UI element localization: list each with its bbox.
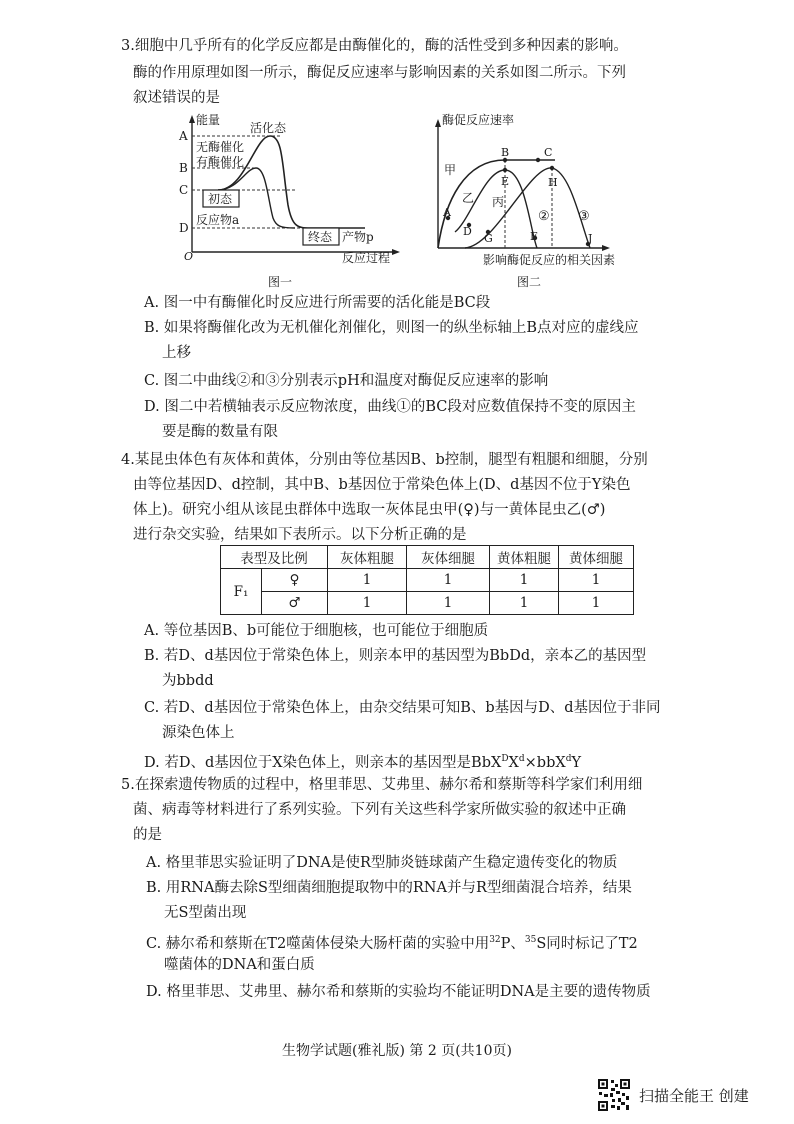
- q5-line3: 的是: [133, 827, 162, 843]
- q4-option-d-text: X: [508, 754, 519, 771]
- fig2-point-c: C: [544, 146, 553, 159]
- table-cell: 1: [490, 592, 559, 615]
- q5-option-b-line1: B. 用RNA酶去除S型细菌细胞提取物中的RNA并与R型细菌混合培养，结果: [146, 880, 632, 896]
- fig2-curve-yi: 乙: [462, 191, 475, 205]
- q4-option-b-line2: 为bbdd: [162, 673, 214, 689]
- fig2-point-f: F: [530, 230, 538, 243]
- q4-option-a: A. 等位基因B、b可能位于细胞核，也可能位于细胞质: [144, 623, 489, 639]
- q3-option-a: A. 图一中有酶催化时反应进行所需要的活化能是BC段: [144, 295, 491, 311]
- watermark-text: 扫描全能王 创建: [639, 1086, 749, 1105]
- qr-code-icon: [597, 1078, 631, 1112]
- q3-line2: 酶的作用原理如图一所示，酶促反应速率与影响因素的关系如图二所示。下列: [133, 65, 626, 81]
- figure-2-rate-diagram: [425, 110, 645, 295]
- fig1-ylabel: 能量: [196, 113, 221, 127]
- table-row: [221, 569, 634, 592]
- table-cell: 1: [407, 592, 490, 615]
- fig1-xlabel: 反应过程: [342, 251, 391, 265]
- q5-option-c-text: P、: [500, 935, 525, 952]
- superscript: d: [565, 754, 572, 764]
- q4-line1: 4.某昆虫体色有灰体和黄体，分别由等位基因B、b控制，腿型有粗腿和细腿，分别: [121, 452, 648, 468]
- q5-option-d: D. 格里菲思、艾弗里、赫尔希和蔡斯的实验均不能证明DNA是主要的遗传物质: [146, 984, 651, 1000]
- q5-line2: 菌、病毒等材料进行了系列实验。下列有关这些科学家所做实验的叙述中正确: [133, 802, 626, 818]
- page-footer: 生物学试题(雅礼版) 第 2 页(共10页): [282, 1043, 512, 1059]
- q5-option-b-line2: 无S型菌出现: [164, 905, 247, 921]
- q4-option-d: [144, 749, 581, 773]
- q3-line1: 3.细胞中几乎所有的化学反应都是由酶催化的，酶的活性受到多种因素的影响。: [121, 38, 628, 54]
- fig1-level-b: B: [179, 161, 188, 175]
- superscript: 32: [489, 935, 501, 945]
- q5-option-c-line1: [146, 930, 638, 954]
- fig1-final-state: 终态: [308, 230, 333, 244]
- q3-option-b-line1: B. 如果将酶催化改为无机催化剂催化，则图一的纵坐标轴上B点对应的虚线应: [144, 320, 639, 336]
- q5-option-a: A. 格里菲思实验证明了DNA是使R型肺炎链球菌产生稳定遗传变化的物质: [146, 855, 618, 871]
- q4-line2: 由等位基因D、d控制，其中B、b基因位于常染色体上(D、d基因不位于Y染色: [133, 477, 631, 493]
- fig1-level-a: A: [179, 129, 188, 143]
- fig1-level-c: C: [179, 183, 189, 197]
- figure-1-energy-diagram: [170, 110, 410, 295]
- fig2-curve-2-marker: ②: [538, 209, 550, 224]
- q4-option-d-text: Y: [571, 754, 582, 771]
- fig1-product-label: 产物p: [342, 230, 374, 244]
- sex-cell: ♂: [262, 592, 328, 615]
- table-cell: 1: [328, 592, 407, 615]
- fig1-caption: 图一: [268, 275, 293, 289]
- q3-option-d-line2: 要是酶的数量有限: [162, 424, 278, 440]
- fig1-activated-label: 活化态: [250, 121, 287, 135]
- generation-cell: F₁: [221, 569, 262, 615]
- fig1-initial-state: 初态: [208, 192, 233, 206]
- f1-phenotype-table: [220, 545, 634, 615]
- q3-line3: 叙述错误的是: [133, 90, 220, 106]
- table-cell: 1: [490, 569, 559, 592]
- q5-option-c-line2: 噬菌体的DNA和蛋白质: [164, 957, 315, 973]
- scanner-watermark: [597, 1078, 749, 1112]
- table-header-cell: 灰体粗腿: [328, 546, 407, 569]
- fig2-curve-jia: 甲: [444, 163, 457, 177]
- q3-option-d-line1: D. 图二中若横轴表示反应物浓度，曲线①的BC段对应数值保持不变的原因主: [144, 399, 636, 415]
- q4-option-c-line1: C. 若D、d基因位于常染色体上，由杂交结果可知B、b基因与D、d基因位于非同: [144, 700, 661, 716]
- superscript: D: [501, 754, 509, 764]
- table-header-row: [221, 546, 634, 569]
- fig1-origin: O: [184, 250, 194, 263]
- fig2-point-h: H: [548, 176, 558, 189]
- table-header-cell: 黄体细腿: [559, 546, 634, 569]
- fig2-curve-bing: 丙: [492, 195, 505, 209]
- q3-option-b-line2: 上移: [162, 345, 191, 361]
- superscript: d: [518, 754, 525, 764]
- q5-option-c-text: C. 赫尔希和蔡斯在T2噬菌体侵染大肠杆菌的实验中用: [146, 935, 490, 952]
- table-header-cell: 黄体粗腿: [490, 546, 559, 569]
- q4-option-b-line1: B. 若D、d基因位于常染色体上，则亲本甲的基因型为BbDd，亲本乙的基因型: [144, 648, 647, 664]
- table-cell: 1: [328, 569, 407, 592]
- q4-option-d-text: D. 若D、d基因位于X染色体上，则亲本的基因型是BbX: [144, 754, 502, 771]
- table-cell: 1: [559, 569, 634, 592]
- sex-cell: ♀: [262, 569, 328, 592]
- fig1-no-enzyme-label: 无酶催化: [196, 140, 245, 154]
- q5-line1: 5.在探索遗传物质的过程中，格里菲思、艾弗里、赫尔希和蔡斯等科学家们利用细: [121, 777, 643, 793]
- fig2-point-b: B: [501, 146, 510, 159]
- fig2-point-e: E: [501, 175, 510, 188]
- fig2-point-j: J: [588, 232, 593, 245]
- fig1-level-d: D: [179, 221, 189, 235]
- q4-option-c-line2: 源染色体上: [162, 725, 235, 741]
- superscript: 35: [524, 935, 537, 945]
- fig2-ylabel: 酶促反应速率: [442, 113, 515, 127]
- table-cell: 1: [407, 569, 490, 592]
- table-header-cell: 灰体细腿: [407, 546, 490, 569]
- fig2-point-d: D: [463, 225, 472, 238]
- q5-option-c-text: S同时标记了T2: [536, 935, 638, 952]
- q4-option-d-text: ×bbX: [524, 754, 566, 771]
- table-cell: 1: [559, 592, 634, 615]
- q4-line4: 进行杂交实验，结果如下表所示。以下分析正确的是: [133, 527, 467, 543]
- table-header-cell: 表型及比例: [221, 546, 328, 569]
- q4-line3: 体上)。研究小组从该昆虫群体中选取一灰体昆虫甲(♀)与一黄体昆虫乙(♂): [133, 502, 606, 518]
- table-row: [221, 592, 634, 615]
- fig1-enzyme-label: 有酶催化: [196, 155, 245, 169]
- fig2-curve-3-marker: ③: [578, 209, 590, 224]
- fig2-point-a: A: [443, 206, 451, 219]
- fig2-point-g: G: [484, 232, 493, 245]
- fig2-xlabel: 影响酶促反应的相关因素: [483, 253, 616, 267]
- fig2-caption: 图二: [517, 275, 542, 289]
- q3-option-c: C. 图二中曲线②和③分别表示pH和温度对酶促反应速率的影响: [144, 373, 549, 389]
- fig1-reactant-label: 反应物a: [196, 213, 240, 227]
